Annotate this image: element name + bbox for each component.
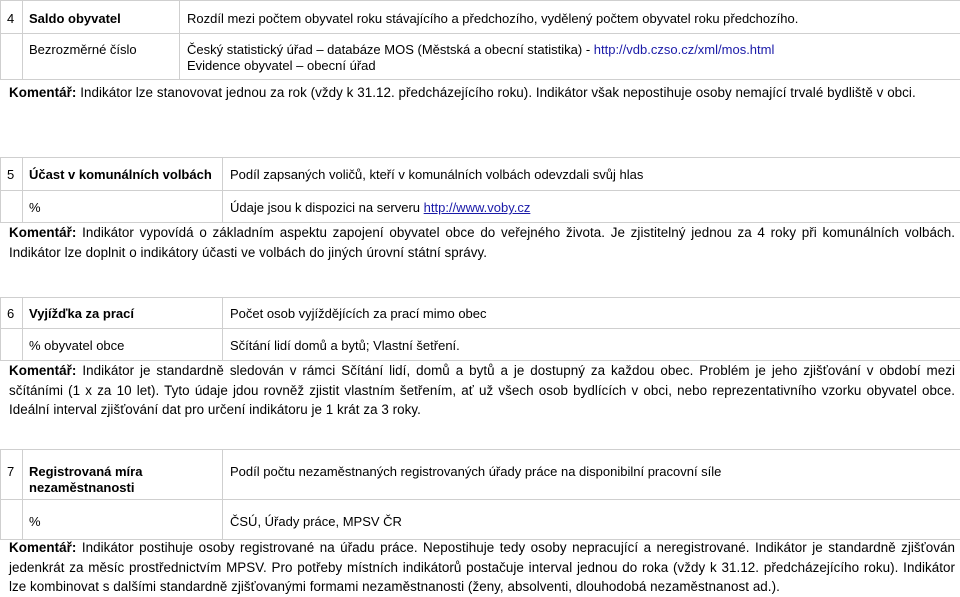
empty-cell <box>1 34 23 80</box>
indicator-table-7 <box>0 449 960 540</box>
comment-label: Komentář: <box>9 225 76 240</box>
indicator-source <box>180 34 960 80</box>
indicator-number: 7 <box>1 450 23 500</box>
comment-label: Komentář: <box>9 540 76 555</box>
comment-label: Komentář: <box>9 85 76 100</box>
indicator-definition: Počet osob vyjíždějících za prací mimo obec <box>223 298 960 329</box>
indicator-table-4 <box>0 0 960 80</box>
empty-cell <box>1 500 23 540</box>
indicator-source <box>223 191 960 223</box>
indicator-source: ČSÚ, Úřady práce, MPSV ČR <box>223 500 960 540</box>
indicator-name: Vyjížďka za prací <box>23 298 223 329</box>
indicator-number: 6 <box>1 298 23 329</box>
indicator-name: Saldo obyvatel <box>23 1 180 34</box>
indicator-definition: Podíl počtu nezaměstnaných registrovaných úřady práce na disponibilní pracovní síle <box>223 450 960 500</box>
indicator-source: Sčítání lidí domů a bytů; Vlastní šetření. <box>223 329 960 361</box>
comment-text: Indikátor vypovídá o základním aspektu zapojení obyvatel obce do veřejného života. Je zjistitelný jednou za 4 roky při komunálních volbách. Indikátor lze doplnit o indikátory účasti ve volbách do jiných úrovní státní správy. <box>9 225 955 260</box>
indicator-unit: % <box>23 191 223 223</box>
comment-text: Indikátor lze stanovovat jednou za rok (vždy k 31.12. předcházejícího roku). Indikátor však nepostihuje osoby nemající trvalé bydliště v obci. <box>80 85 916 100</box>
indicator-definition: Rozdíl mezi počtem obyvatel roku stávajícího a předchozího, vydělený počtem obyvatel roku předchozího. <box>180 1 960 34</box>
indicator-number: 4 <box>1 1 23 34</box>
indicator-table-5 <box>0 157 960 223</box>
source-line-2: Evidence obyvatel – obecní úřad <box>187 58 376 73</box>
indicator-unit: % obyvatel obce <box>23 329 223 361</box>
indicator-name: Registrovaná míra nezaměstnanosti <box>23 450 223 500</box>
source-link[interactable]: http://www.voby.cz <box>424 200 531 215</box>
indicator-comment <box>9 83 955 103</box>
indicator-comment <box>9 223 955 262</box>
source-link[interactable]: http://vdb.czso.cz/xml/mos.html <box>594 42 775 57</box>
empty-cell <box>1 329 23 361</box>
indicator-number: 5 <box>1 158 23 191</box>
indicator-name: Účast v komunálních volbách <box>23 158 223 191</box>
comment-text: Indikátor postihuje osoby registrované na úřadu práce. Nepostihuje tedy osoby nepracující a neregistrované. Indikátor je standardně zjišťován jedenkrát za měsíc prostřednictvím MPSV. Pro potřeby místních indikátorů postačuje interval jednou do roka (vždy k 31.12. předcházejícího roku). Indikátor lze kombinovat s dalšími standardně zjišťovanými formami nezaměstnanosti (ženy, absolventi, dlouhodobá nezaměstnanost ad.). <box>9 540 955 594</box>
indicator-definition: Podíl zapsaných voličů, kteří v komunálních volbách odevzdali svůj hlas <box>223 158 960 191</box>
indicator-table-6 <box>0 297 960 361</box>
indicator-comment <box>9 361 955 420</box>
source-text: Údaje jsou k dispozici na serveru <box>230 200 424 215</box>
empty-cell <box>1 191 23 223</box>
indicator-unit: % <box>23 500 223 540</box>
source-text: Český statistický úřad – databáze MOS (Městská a obecní statistika) - <box>187 42 594 57</box>
indicator-comment <box>9 538 955 597</box>
comment-label: Komentář: <box>9 363 76 378</box>
indicator-unit: Bezrozměrné číslo <box>23 34 180 80</box>
comment-text: Indikátor je standardně sledován v rámci Sčítání lidí, domů a bytů a je dostupný za každou obec. Problém je jeho zjišťování v období mezi sčítáními (1 x za 10 let). Tyto údaje jdou rovněž zjistit vlastním šetřením, ať už všech osob bydlících v obci, nebo reprezentativního vzorku obyvatel obce. Ideální interval zjišťování dat pro určení indikátoru je 1 krát za 3 roky. <box>9 363 955 417</box>
